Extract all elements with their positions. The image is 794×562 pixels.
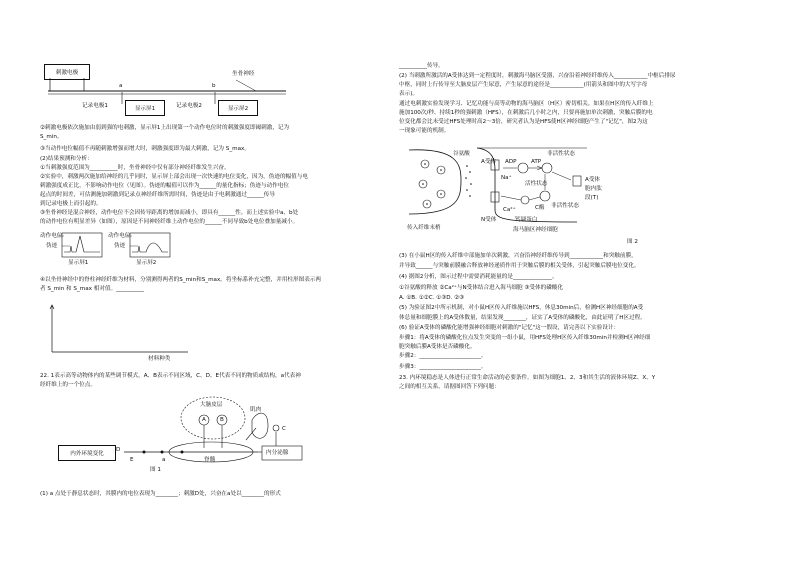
r-top-5: 施加100次/秒、持续1秒的强刺激（HFS），在刺激后几小时之内，只要再施加单次刺激，突触后膜的电 — [399, 110, 653, 116]
wave1-ap-label: 动作电位 — [40, 233, 63, 239]
r-bot-10: 步骤2：______________________。 — [399, 353, 487, 359]
r-top-4: 通过电刺激实验发现学习、记忆功能与高等动物的海马脑区（H区）密切相关。如果在H区的传入纤维上 — [399, 101, 654, 107]
right-column — [397, 0, 794, 562]
r-bot-4: A. ①B. ①②C. ①③D. ②③ — [399, 295, 465, 301]
r-top-3: 表示)。 — [399, 91, 418, 97]
recorder1-label: 记录电极1 — [82, 103, 108, 109]
figure-2-diagram — [397, 0, 794, 280]
fig1-caption: 图 1 — [150, 467, 161, 473]
fig2-inactive-2: 非活性状态 — [551, 203, 579, 209]
q-line-1: S_min。 — [40, 134, 63, 140]
fig2-hippo: 海马脑区神经细胞 — [513, 227, 558, 233]
point-a-label: a — [119, 83, 123, 89]
q-line-10: 的动作电位有明显差异（如图），原因是不同神经纤维上动作电位的______不同导致b处电位叠加量减小。 — [40, 219, 299, 225]
fig2-seg: 段(T) — [585, 195, 599, 201]
q-line-8: 到记录电极上而引起的。 — [40, 201, 102, 207]
wave2-art-label: 伪迹 — [114, 243, 126, 249]
figure-1-diagram — [0, 0, 397, 480]
fig2-a-rec2: A受体 — [585, 177, 601, 183]
fig1-E-label: E — [130, 457, 134, 463]
fig1-C-label: C — [282, 426, 286, 432]
q22-sub-1: (1) a 点处于静息状态时，其膜内的电位表现为________；刺激D处，兴奋在a处以________的形式 — [40, 491, 281, 497]
fig1-cortex-label: 大脑皮层 — [200, 402, 223, 408]
r-bot-12: 23. 内环境稳态是人体进行正常生命活动的必要条件。如图为细胞1、2、3和其生活的液体环境Z、X、Y — [399, 375, 656, 381]
wave2-screen-label: 显示屏2 — [136, 260, 157, 266]
fig2-calm: 钙调蛋白 — [515, 217, 538, 223]
r-top-6: 位变化都会比未受过HFS处理时高2～3倍，研究者认为是HFS使H区神经细胞产生了"记忆"，图2为这 — [399, 119, 648, 125]
r-bot-8: 步骤1：将A受体的磷酸化位点发生突变的一组小鼠，用HFS处理H区传入纤维30min并检测H区神经细 — [399, 335, 651, 341]
q-line-0: ②刺激电极依次施加由弱到强的电刺激，显示屏1上出现第一个动作电位时的刺激强度即阈刺激，记为 — [40, 125, 290, 131]
fig2-afferent: 传入纤维末梢 — [407, 225, 441, 231]
r-bot-6: 体总量和细胞膜上的A受体数量，结果发现________，证实了A受体的磷酸化，由此证明了H区过程。 — [399, 315, 646, 321]
r-bot-11: 步骤3：______________________。 — [399, 364, 487, 370]
fig2-c-enz: C酶 — [535, 205, 545, 211]
r-top-0: __________传导。 — [399, 63, 444, 69]
fig1-a-label: a — [162, 457, 166, 463]
r-bot-1: 并导致______与突触前膜融合释放神经递质作用于突触后膜的相关受体，引起突触后膜电位变化。 — [399, 263, 640, 269]
r-bot-7: (6) 验证A受体的磷酸化能增强神经细胞对刺激的"记忆"这一假设，请完善以下实验设计： — [399, 325, 620, 331]
r-bot-5: (5) 为验证图2中所示机制，对小鼠H区传入纤维施以HFS，休息30min后，检测H区神经细胞的A受 — [399, 305, 644, 311]
fig2-a-rec: A受体 — [481, 159, 497, 165]
r-bot-3: ①谷氨酸的释放 ②Ca²⁺与N受体结合进入海马细胞 ③受体的磷酸化 — [399, 285, 563, 291]
q4-line-0: ④以坐骨神经中的脊柱神经纤维为材料，分别测得两者的S_min和S_max。将坐标系补充完整，并用柱形图表示两 — [40, 277, 321, 283]
q22-line-1: 经纤维上的一个位点。 — [40, 382, 96, 388]
fig2-ca: Ca²⁺ — [503, 207, 516, 213]
fig2-adp: ADP — [505, 159, 517, 165]
fig1-spine-label: 脊髓 — [204, 457, 216, 463]
fig1-env-box — [58, 445, 116, 461]
r-bot-9: 胞突触后膜A受体是否磷酸化。 — [399, 344, 476, 350]
r-bot-2: (4) 据图2分析，图示过程中需要消耗能量的是______________。 — [399, 274, 558, 280]
r-top-2: 中枢，同时上行传导至大脑皮层产生尿意，产生尿意的途径是____________(用箭头和图中的大写字母 — [399, 82, 648, 88]
wave1-screen-label: 显示屏1 — [68, 260, 89, 266]
fig2-glu: 谷氨酸 — [453, 151, 470, 157]
screen2-label: 显示屏2 — [227, 106, 249, 112]
fig1-endo-label: 内分泌腺 — [266, 450, 289, 456]
q-line-2: ③当动作电位幅值不再随刺激增强而增大时，刺激强度即为最大刺激，记为 S_max。 — [40, 146, 250, 152]
axis-x-label: 材料种类 — [148, 356, 171, 362]
fig1-env-label: 内外环境变化 — [70, 451, 104, 457]
q-line-7: 起点的时间差，可估测施加刺激到记录点神经纤维所需时间，伪迹是由于电刺激通过______传导 — [40, 192, 275, 198]
wave1-art-label: 伪迹 — [46, 243, 58, 249]
stim-electrode-label: 刺激电极 — [55, 70, 79, 76]
fig1-D-label: D — [116, 447, 121, 453]
fig2-n-rec: N受体 — [481, 217, 497, 223]
nerve-label: 坐骨神经 — [232, 71, 255, 77]
r-top-1: (2) 当刺激所激活的A受体达到一定程度时，刺激海马脑区受器，兴奋沿着神经纤维传入____________中枢后排尿 — [399, 73, 676, 79]
q4-line-1: 者 S_min 和 S_max 相对值。__________ — [40, 286, 145, 292]
screen1-label: 显示屏1 — [134, 106, 156, 112]
fig2-cyto: 胞内肽 — [585, 186, 602, 192]
point-b-label: b — [212, 83, 216, 89]
fig1-muscle-label: 肌肉 — [250, 407, 262, 413]
fig1-B-label: B — [220, 417, 224, 423]
fig2-active: 活性状态 — [525, 181, 548, 187]
fig2-caption: 图 2 — [627, 239, 638, 245]
r-bot-0: (3) 在小鼠H区的传入纤维中部施加单次刺激，兴奋沿神经纤维传导到____________和突触前膜， — [399, 253, 637, 259]
q-line-6: 刺激强度成正比，不影响动作电位（见图）。伪迹的幅值可以作为______的量化指标；伪迹与动作电位 — [40, 183, 289, 189]
r-bot-13: 之间的相互关系，请据图回答下列问题： — [399, 384, 500, 390]
q-line-4: ①当刺激强度范围为__________时，坐骨神经中仅有部分神经纤维发生兴奋。 — [40, 165, 230, 171]
q-line-5: ②实验中，刺激两次施加给神经的几乎同时，显示屏上部会出现一次快速的电位变化，因为，伪迹的幅值与电 — [40, 174, 308, 180]
wave2-ap-label: 动作电位 — [108, 233, 131, 239]
recorder2-label: 记录电极2 — [176, 103, 202, 109]
q-line-3: (2)结果预测和分析： — [40, 156, 93, 162]
fig2-inactive: 非活性状态 — [547, 151, 575, 157]
r-top-7: 一现象可能的机制。 — [399, 128, 450, 134]
q-line-9: ③坐骨神经是混合神经，动作电位不会因传导距离的增加而减小，即具有______性。而上述实验中a、b处 — [40, 210, 299, 216]
fig2-atp: ATP — [531, 159, 542, 165]
fig2-na: Na⁺ — [501, 175, 512, 181]
fig1-A-label: A — [202, 417, 206, 423]
q22-line-0: 22. 1表示高等动物体内的某些调节模式，A、B表示不同区域，C、D、E代表不同的物质或结构，a代表神 — [40, 373, 301, 379]
